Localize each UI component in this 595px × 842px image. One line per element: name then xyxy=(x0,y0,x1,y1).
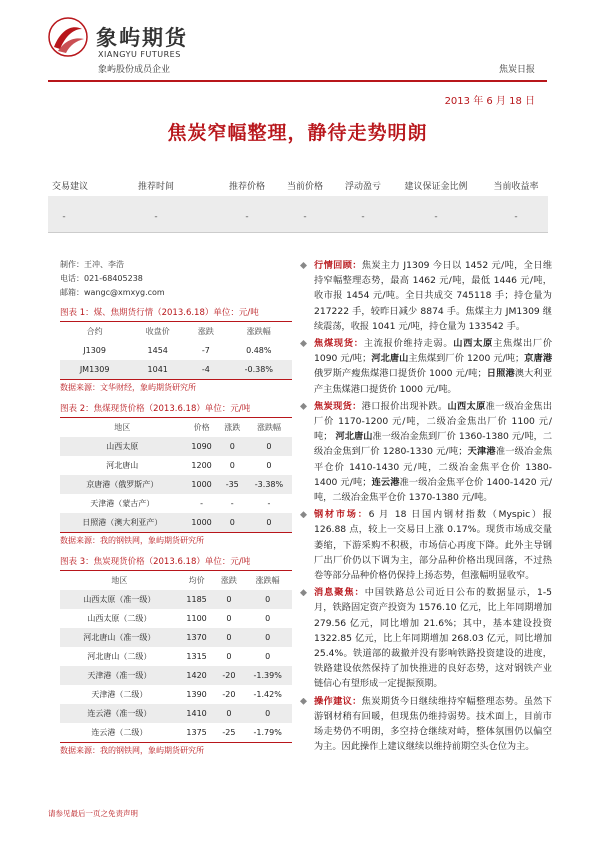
bullet-icon xyxy=(300,262,307,269)
table-cell: 0 xyxy=(226,652,232,661)
table-row xyxy=(60,437,292,456)
paragraph-label: 行情回顾： xyxy=(314,260,362,271)
text-segment: 准一级冶金焦平仓价 1400-1420 元/吨，二级冶金焦平仓价 1370-1380 元/吨。 xyxy=(314,476,552,504)
table-cell: -0.38% xyxy=(226,360,292,379)
table-cell: 1410 xyxy=(179,704,215,723)
text-segment: 主焦煤出厂价 1090 元/吨； xyxy=(314,338,553,365)
table-cell: 连云港（二级） xyxy=(91,728,148,737)
table-cell: 日照港（澳大利亚产） xyxy=(60,513,185,532)
coke-spot-paragraph xyxy=(300,399,552,505)
table3-source: 数据来源：我的钢铁网，象屿期货研究所 xyxy=(60,742,292,759)
table-cell: - xyxy=(230,499,234,508)
coking-coal-spot-paragraph xyxy=(300,336,552,397)
bullet-icon xyxy=(300,698,307,705)
steel-market-paragraph xyxy=(300,507,552,583)
table-cell: - xyxy=(267,499,271,508)
table-header-cell: 地区 xyxy=(114,423,131,432)
table-cell: 1375 xyxy=(186,728,207,737)
table-row xyxy=(60,475,292,494)
text-segment: 河北唐山 xyxy=(335,431,373,443)
table-cell: -4 xyxy=(186,360,225,379)
table-cell: 1315 xyxy=(186,652,207,661)
table-cell: 山西太原（二级） xyxy=(87,614,152,623)
table-header-cell: 价格 xyxy=(193,423,210,432)
text-segment: 准一级冶金焦平仓价 1410-1430 元/吨，二级冶金焦平仓价 1380-1400 元/吨； xyxy=(314,446,553,488)
phone-line: 电话：021-68405238 xyxy=(60,274,143,283)
text-segment: 连云港 xyxy=(371,476,400,488)
table-cell: 0 xyxy=(229,461,235,470)
table-header-cell: 涨跌幅 xyxy=(256,423,281,432)
table-row xyxy=(60,666,292,685)
table-cell: 0 xyxy=(266,461,272,470)
table-cell: 1390 xyxy=(186,690,207,699)
table-row xyxy=(60,647,292,666)
table2-source: 数据来源：我的钢铁网，象屿期货研究所 xyxy=(60,532,292,549)
table-header-cell: 地区 xyxy=(111,576,128,585)
text-segment: 河北唐山 xyxy=(371,353,409,365)
left-column xyxy=(60,258,292,759)
document-type: 焦炭日报 xyxy=(498,65,535,75)
table-cell: JM1309 xyxy=(60,360,129,379)
table-cell: -35 xyxy=(219,475,246,494)
table-cell: 0 xyxy=(265,614,271,623)
table-cell: -20 xyxy=(215,666,244,685)
table-cell: 0.48% xyxy=(246,346,272,355)
table-cell: 0 xyxy=(219,513,246,532)
news-focus-paragraph xyxy=(300,585,552,691)
trade-value-row xyxy=(48,196,548,233)
company-name-cn: 象屿期货 xyxy=(96,26,188,50)
disclaimer-footer: 请参见最后一页之免责声明 xyxy=(48,809,138,818)
xiangyu-logo-icon xyxy=(48,17,88,57)
table-cell: 0 xyxy=(265,652,271,661)
table-cell: 1000 xyxy=(185,475,219,494)
table2-title: 图表 2：焦煤现货价格（2013.6.18）单位：元/吨 xyxy=(60,402,292,418)
email-line: 邮箱：wangc@xmxyg.com xyxy=(60,288,165,297)
trade-value-cell: - xyxy=(62,212,66,222)
table-cell: 1000 xyxy=(185,513,219,532)
table-row xyxy=(60,609,292,628)
table-row xyxy=(60,341,292,360)
paragraph-label: 消息聚焦： xyxy=(314,587,365,599)
operation-advice-paragraph xyxy=(300,694,552,755)
table-cell: -1.39% xyxy=(243,666,292,685)
coking-coal-spot-table xyxy=(60,418,292,532)
table-cell: 天津港（二级） xyxy=(91,690,148,699)
table-cell: 1454 xyxy=(147,346,168,355)
bullet-icon xyxy=(300,340,307,347)
table-cell: -1.79% xyxy=(253,728,282,737)
text-segment: 主焦煤到厂价 1200 元/吨； xyxy=(408,353,525,365)
table-cell: 0 xyxy=(215,704,244,723)
text-segment: 主流报价维持走弱。 xyxy=(363,338,454,350)
table-row xyxy=(60,494,292,513)
paragraph-label: 钢材市场： xyxy=(314,509,369,521)
market-review-paragraph xyxy=(300,258,552,334)
trade-header-cell: 推荐价格 xyxy=(228,182,266,192)
table-header-cell: 涨跌 xyxy=(220,576,237,585)
header-divider xyxy=(48,80,547,82)
table1-source: 数据来源：文华财经，象屿期货研究所 xyxy=(60,379,292,396)
bullet-icon xyxy=(300,403,307,410)
table-cell: 天津港（准一级） xyxy=(60,666,179,685)
trade-header-cell: 当前价格 xyxy=(286,182,324,192)
table-cell: J1309 xyxy=(83,346,106,355)
table-row xyxy=(60,685,292,704)
table-cell: 0 xyxy=(243,590,292,609)
futures-quote-table xyxy=(60,322,292,379)
table-cell: 山西太原 xyxy=(60,437,185,456)
table-cell: 1370 xyxy=(179,628,215,647)
table-row xyxy=(60,360,292,379)
text-segment: 准一级冶金焦到厂价 1360-1380 元/吨，二级冶金焦到厂价 1280-1330 元/吨； xyxy=(314,431,553,458)
table-header-cell: 涨跌 xyxy=(224,423,241,432)
table-cell: -20 xyxy=(222,690,236,699)
table-cell: 0 xyxy=(215,590,244,609)
paragraph-label: 焦炭现货： xyxy=(314,400,362,412)
table-header-cell: 均价 xyxy=(188,576,205,585)
table-row xyxy=(60,628,292,647)
table-cell: 1420 xyxy=(179,666,215,685)
table-row xyxy=(60,513,292,532)
table-cell: 连云港（准一级） xyxy=(60,704,179,723)
author-line: 制作：王冲、李浩 xyxy=(60,260,124,269)
text-segment: 准一级冶金焦出厂价 1170-1200 元/吨，二级冶金焦出厂价 1100 元/吨； xyxy=(314,400,553,443)
table-cell: 天津港（蒙古产） xyxy=(90,499,155,508)
table-cell: 1100 xyxy=(186,614,207,623)
table3-title: 图表 3：焦炭现货价格（2013.6.18）单位：元/吨 xyxy=(60,555,292,571)
paragraph-text: 中国铁路总公司近日公布的数据显示，1-5 月，铁路固定资产投资为 1576.10 亿元，比上年同期增加 279.56 亿元，同比增加 21.6%；其中，基本建设投资 1322.85 亿元，比上年同期增加 268.03 亿元，同比增加 25.4%。铁道部的裁撤并没有影响铁路投资建设的进度，铁路建设依然保持了加快推进的良好态势，这对钢铁产业链信心有望形成一定提振预期。 xyxy=(314,587,552,690)
trade-suggestion-table xyxy=(48,170,548,232)
trade-value-cell: - xyxy=(514,212,518,222)
table1-title: 图表 1：煤、焦期货行情（2013.6.18）单位：元/吨 xyxy=(60,306,292,322)
paragraph-text: 焦炭主力 J1309 今日以 1452 元/吨，全日维持窄幅整理态势，最高 1462 元/吨，最低 1446 元/吨，收市报 1454 元/吨。全日共成交 745118 手；持仓量为 217222 手，较昨日减少 8874 手。焦煤主力 JM1309 继续震荡，收报 1041 元/吨，持仓量为 133542 手。 xyxy=(314,260,553,332)
table-cell: 0 xyxy=(243,704,292,723)
text-segment: 港口报价出现补跌。 xyxy=(361,400,448,412)
table-cell: -7 xyxy=(201,346,210,355)
table-cell: - xyxy=(200,499,204,508)
table-row xyxy=(60,590,292,609)
table-header-cell: 收盘价 xyxy=(145,327,170,336)
trade-header-row xyxy=(48,170,548,197)
table-cell: 1185 xyxy=(179,590,215,609)
company-name-en: XIANGYU FUTURES xyxy=(98,50,181,59)
table-header-row xyxy=(60,571,292,590)
table-cell: 1200 xyxy=(191,461,212,470)
text-segment: 俄罗斯产瘦焦煤港口提货价 1000 元/吨； xyxy=(314,368,487,380)
text-segment: 日照港 xyxy=(486,368,515,380)
table-cell: 河北唐山（二级） xyxy=(87,652,152,661)
trade-header-cell: 当前收益率 xyxy=(493,182,539,192)
table-header-row xyxy=(60,418,292,437)
table-cell: 河北唐山 xyxy=(106,461,139,470)
paragraph-text: 焦炭期货今日继续维持窄幅整理态势。虽然下游钢材稍有回暖，但现焦仍维持弱势。技术面上，目前市场走势仍不明朗，多空持仓继续对峙，整体氛围仍以偏空为主。因此操作上建议继续以维持前期空头仓位为主。 xyxy=(314,695,553,753)
text-segment: 京唐港 xyxy=(524,353,553,365)
table-cell: 0 xyxy=(215,628,244,647)
trade-value-cell: - xyxy=(434,212,438,222)
table-cell: 0 xyxy=(243,628,292,647)
paragraph-label: 操作建议： xyxy=(314,695,362,707)
table-cell: -3.38% xyxy=(246,475,292,494)
report-date: 2013 年 6 月 18 日 xyxy=(444,96,535,107)
text-segment: 山西太原 xyxy=(447,400,486,412)
table-cell: 河北唐山（准一级） xyxy=(60,628,179,647)
text-segment: 澳大利亚产主焦煤港口提货价 1000 元/吨。 xyxy=(314,368,553,395)
table-cell: -25 xyxy=(222,728,236,737)
paragraph-text: 6 月 18 日国内钢材指数（Myspic）报 126.88 点，较上一交易日上涨 0.17%。现货市场成交量萎缩，下游采购不积极，市场信心再度下降。此外主导钢厂出厂价仍以下调为主，部分品种价格出现回落，不过热卷等部分品种价格仍保持上扬态势，但涨幅明显收窄。 xyxy=(314,509,552,582)
table-cell: 山西太原（准一级） xyxy=(60,590,179,609)
bullet-icon xyxy=(300,511,307,518)
table-cell: 1041 xyxy=(129,360,186,379)
table-cell: -1.42% xyxy=(253,690,282,699)
table-cell: 0 xyxy=(226,614,232,623)
trade-value-cell: - xyxy=(245,212,249,222)
commentary-column xyxy=(300,258,552,757)
text-segment: 天津港 xyxy=(467,446,496,458)
trade-header-cell: 建议保证金比例 xyxy=(404,182,468,192)
bullet-icon xyxy=(300,589,307,596)
table-cell: 0 xyxy=(246,437,292,456)
table-row xyxy=(60,456,292,475)
paragraph-label: 焦煤现货： xyxy=(314,338,364,350)
table-row xyxy=(60,723,292,742)
trade-value-cell: - xyxy=(154,212,158,222)
trade-header-cell: 交易建议 xyxy=(51,182,89,192)
table-header-cell: 涨跌幅 xyxy=(255,576,280,585)
coke-spot-table xyxy=(60,571,292,742)
trade-value-cell: - xyxy=(361,212,365,222)
table-cell: 京唐港（俄罗斯产） xyxy=(60,475,185,494)
table-header-cell: 涨跌 xyxy=(197,327,214,336)
table-header-row xyxy=(60,322,292,341)
table-cell: 0 xyxy=(246,513,292,532)
table-header-cell: 合约 xyxy=(86,327,103,336)
company-subtitle: 象屿股份成员企业 xyxy=(98,65,171,75)
text-segment: 山西太原 xyxy=(453,338,494,350)
trade-value-cell: - xyxy=(303,212,307,222)
table-cell: 1090 xyxy=(185,437,219,456)
table-header-cell: 涨跌幅 xyxy=(246,327,271,336)
page-title: 焦炭窄幅整理，静待走势明朗 xyxy=(167,122,428,144)
trade-header-cell: 浮动盈亏 xyxy=(344,182,382,192)
trade-header-cell: 推荐时间 xyxy=(137,182,175,192)
table-row xyxy=(60,704,292,723)
table-cell: 0 xyxy=(219,437,246,456)
